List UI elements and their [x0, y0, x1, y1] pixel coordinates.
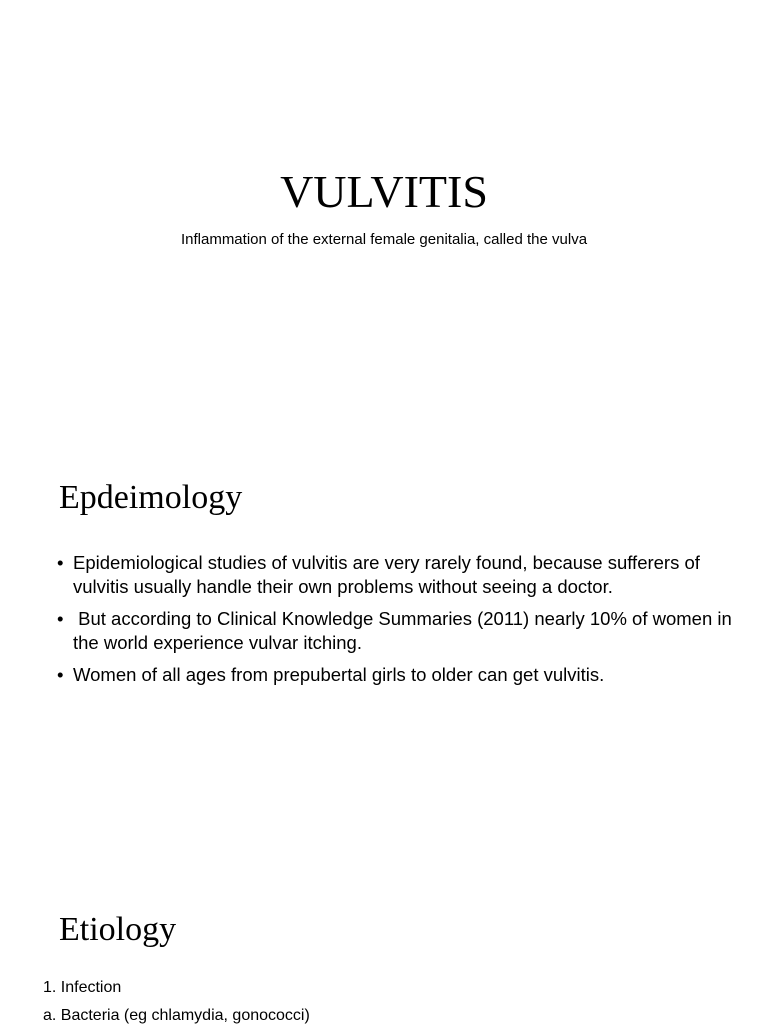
list-item: [57, 551, 737, 599]
bullet-text: Epidemiological studies of vulvitis are very rarely found, because sufferers of vulvitis usually handle their own problems without seeing a doctor.: [73, 552, 700, 597]
bullet-icon: •: [57, 664, 64, 685]
list-item: [57, 663, 737, 687]
page-subtitle: Inflammation of the external female genitalia, called the vulva: [180, 231, 588, 248]
etiology-list: [43, 974, 310, 1024]
etiology-heading: Etiology: [59, 911, 177, 948]
epidemiology-bullet-list: [57, 551, 737, 695]
list-item: a. Bacteria (eg chlamydia, gonococci): [43, 1007, 310, 1024]
bullet-text: But according to Clinical Knowledge Summaries (2011) nearly 10% of women in the world experience vulvar itching.: [73, 608, 737, 653]
bullet-icon: •: [57, 552, 64, 573]
bullet-icon: •: [57, 608, 64, 629]
list-item: [57, 607, 737, 655]
list-item: 1. Infection: [43, 979, 122, 996]
epidemiology-heading: Epdeimology: [59, 479, 243, 516]
page-title: VULVITIS: [280, 166, 488, 217]
bullet-text: Women of all ages from prepubertal girls to older can get vulvitis.: [73, 664, 605, 685]
